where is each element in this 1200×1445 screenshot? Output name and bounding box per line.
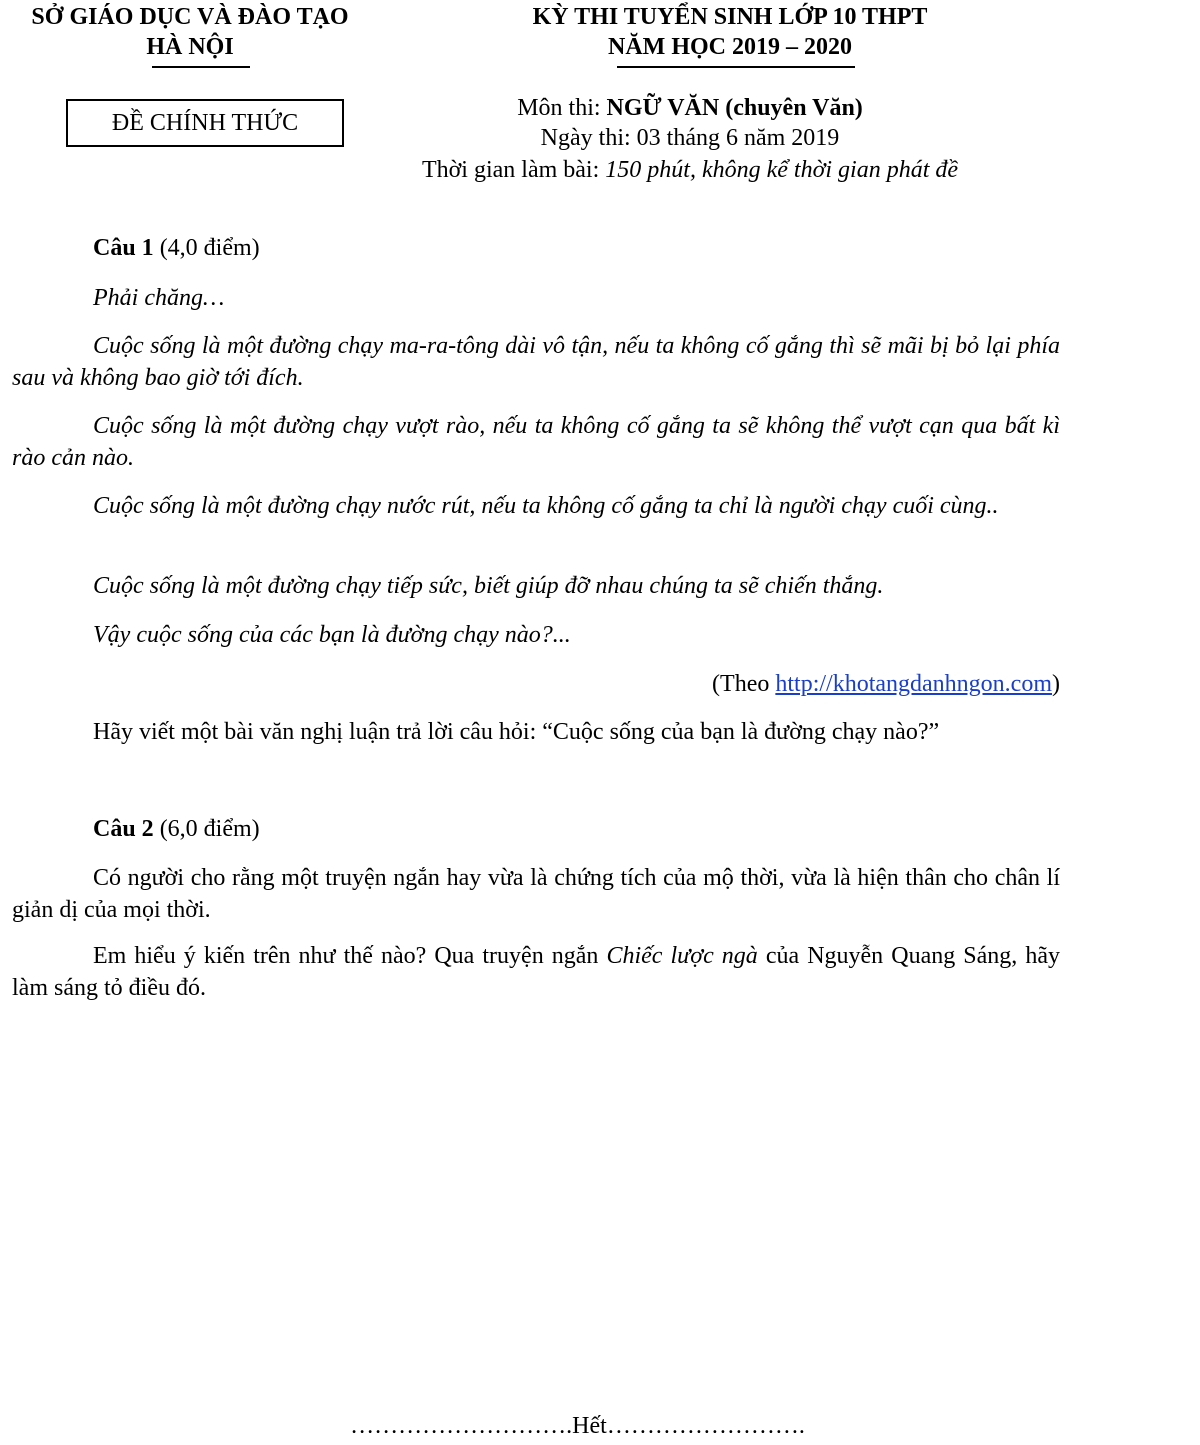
exam-duration (370, 155, 1010, 186)
quote-line-4: Cuộc sống là một đường chạy nước rút, nếu ta không cố gắng ta chỉ là người chạy cuối cùng.. (93, 493, 999, 519)
school-year: NĂM HỌC 2019 – 2020 (608, 34, 852, 60)
duration-value: 150 phút, không kể thời gian phát đề (605, 157, 959, 183)
exam-subject (390, 93, 990, 124)
question2-paragraph-2 (12, 940, 1060, 1004)
right-header-rule (617, 66, 855, 68)
exam-title: KỲ THI TUYỂN SINH LỚP 10 THPT (532, 4, 928, 30)
question1-points: (4,0 điểm) (153, 235, 260, 261)
quote-line-6: Vậy cuộc sống của các bạn là đường chạy nào?... (93, 622, 571, 648)
question1-title: Câu 1 (93, 235, 154, 261)
question2-title: Câu 2 (93, 816, 154, 842)
subject-name: NGỮ VĂN (chuyên Văn) (606, 95, 863, 121)
source-suffix: ) (1052, 671, 1060, 697)
source-link[interactable]: http://khotangdanhngon.com (775, 671, 1052, 697)
question2-heading (12, 813, 1060, 845)
question2-paragraph-1: Có người cho rằng một truyện ngắn hay vừa là chứng tích của mộ thời, vừa là hiện thân cho chân lí giản dị của mọi thời. (12, 865, 1060, 923)
subject-prefix: Môn thi: (517, 95, 607, 121)
quote-line-5: Cuộc sống là một đường chạy tiếp sức, biết giúp đỡ nhau chúng ta sẽ chiến thắng. (93, 573, 884, 599)
question2-points: (6,0 điểm) (153, 816, 260, 842)
story-title: Chiếc lược ngà (606, 943, 758, 969)
exam-date: Ngày thi: 03 tháng 6 năm 2019 (540, 125, 840, 151)
end-of-exam-mark: ……………………….Hết……………………. (350, 1413, 805, 1439)
quote-line-1: Phải chăng… (93, 285, 225, 311)
quote-line-3: Cuộc sống là một đường chạy vượt rào, nếu ta không cố gắng ta sẽ không thể vượt cạn qua bất kì rào cản nào. (12, 413, 1060, 471)
duration-prefix: Thời gian làm bài: (421, 157, 606, 183)
source-prefix: (Theo (712, 671, 776, 697)
para2-after: của Nguyễn Quang Sáng, hãy làm sáng tỏ điều đó. (12, 943, 1060, 1001)
question1-prompt: Hãy viết một bài văn nghị luận trả lời câu hỏi: “Cuộc sống của bạn là đường chạy nào?” (93, 719, 940, 745)
official-exam-box: ĐỀ CHÍNH THỨC (66, 99, 344, 147)
quote-source (712, 668, 1060, 700)
quote-line-2: Cuộc sống là một đường chạy ma-ra-tông dài vô tận, nếu ta không cố gắng thì sẽ mãi bị bỏ lại phía sau và không bao giờ tới đích. (12, 333, 1060, 391)
left-header-rule (152, 66, 250, 68)
city-name: HÀ NỘI (146, 34, 234, 60)
para2-before: Em hiểu ý kiến trên như thế nào? Qua truyện ngắn (93, 943, 607, 969)
question1-heading (12, 232, 1060, 264)
department-name: SỞ GIÁO DỤC VÀ ĐÀO TẠO (31, 4, 349, 30)
